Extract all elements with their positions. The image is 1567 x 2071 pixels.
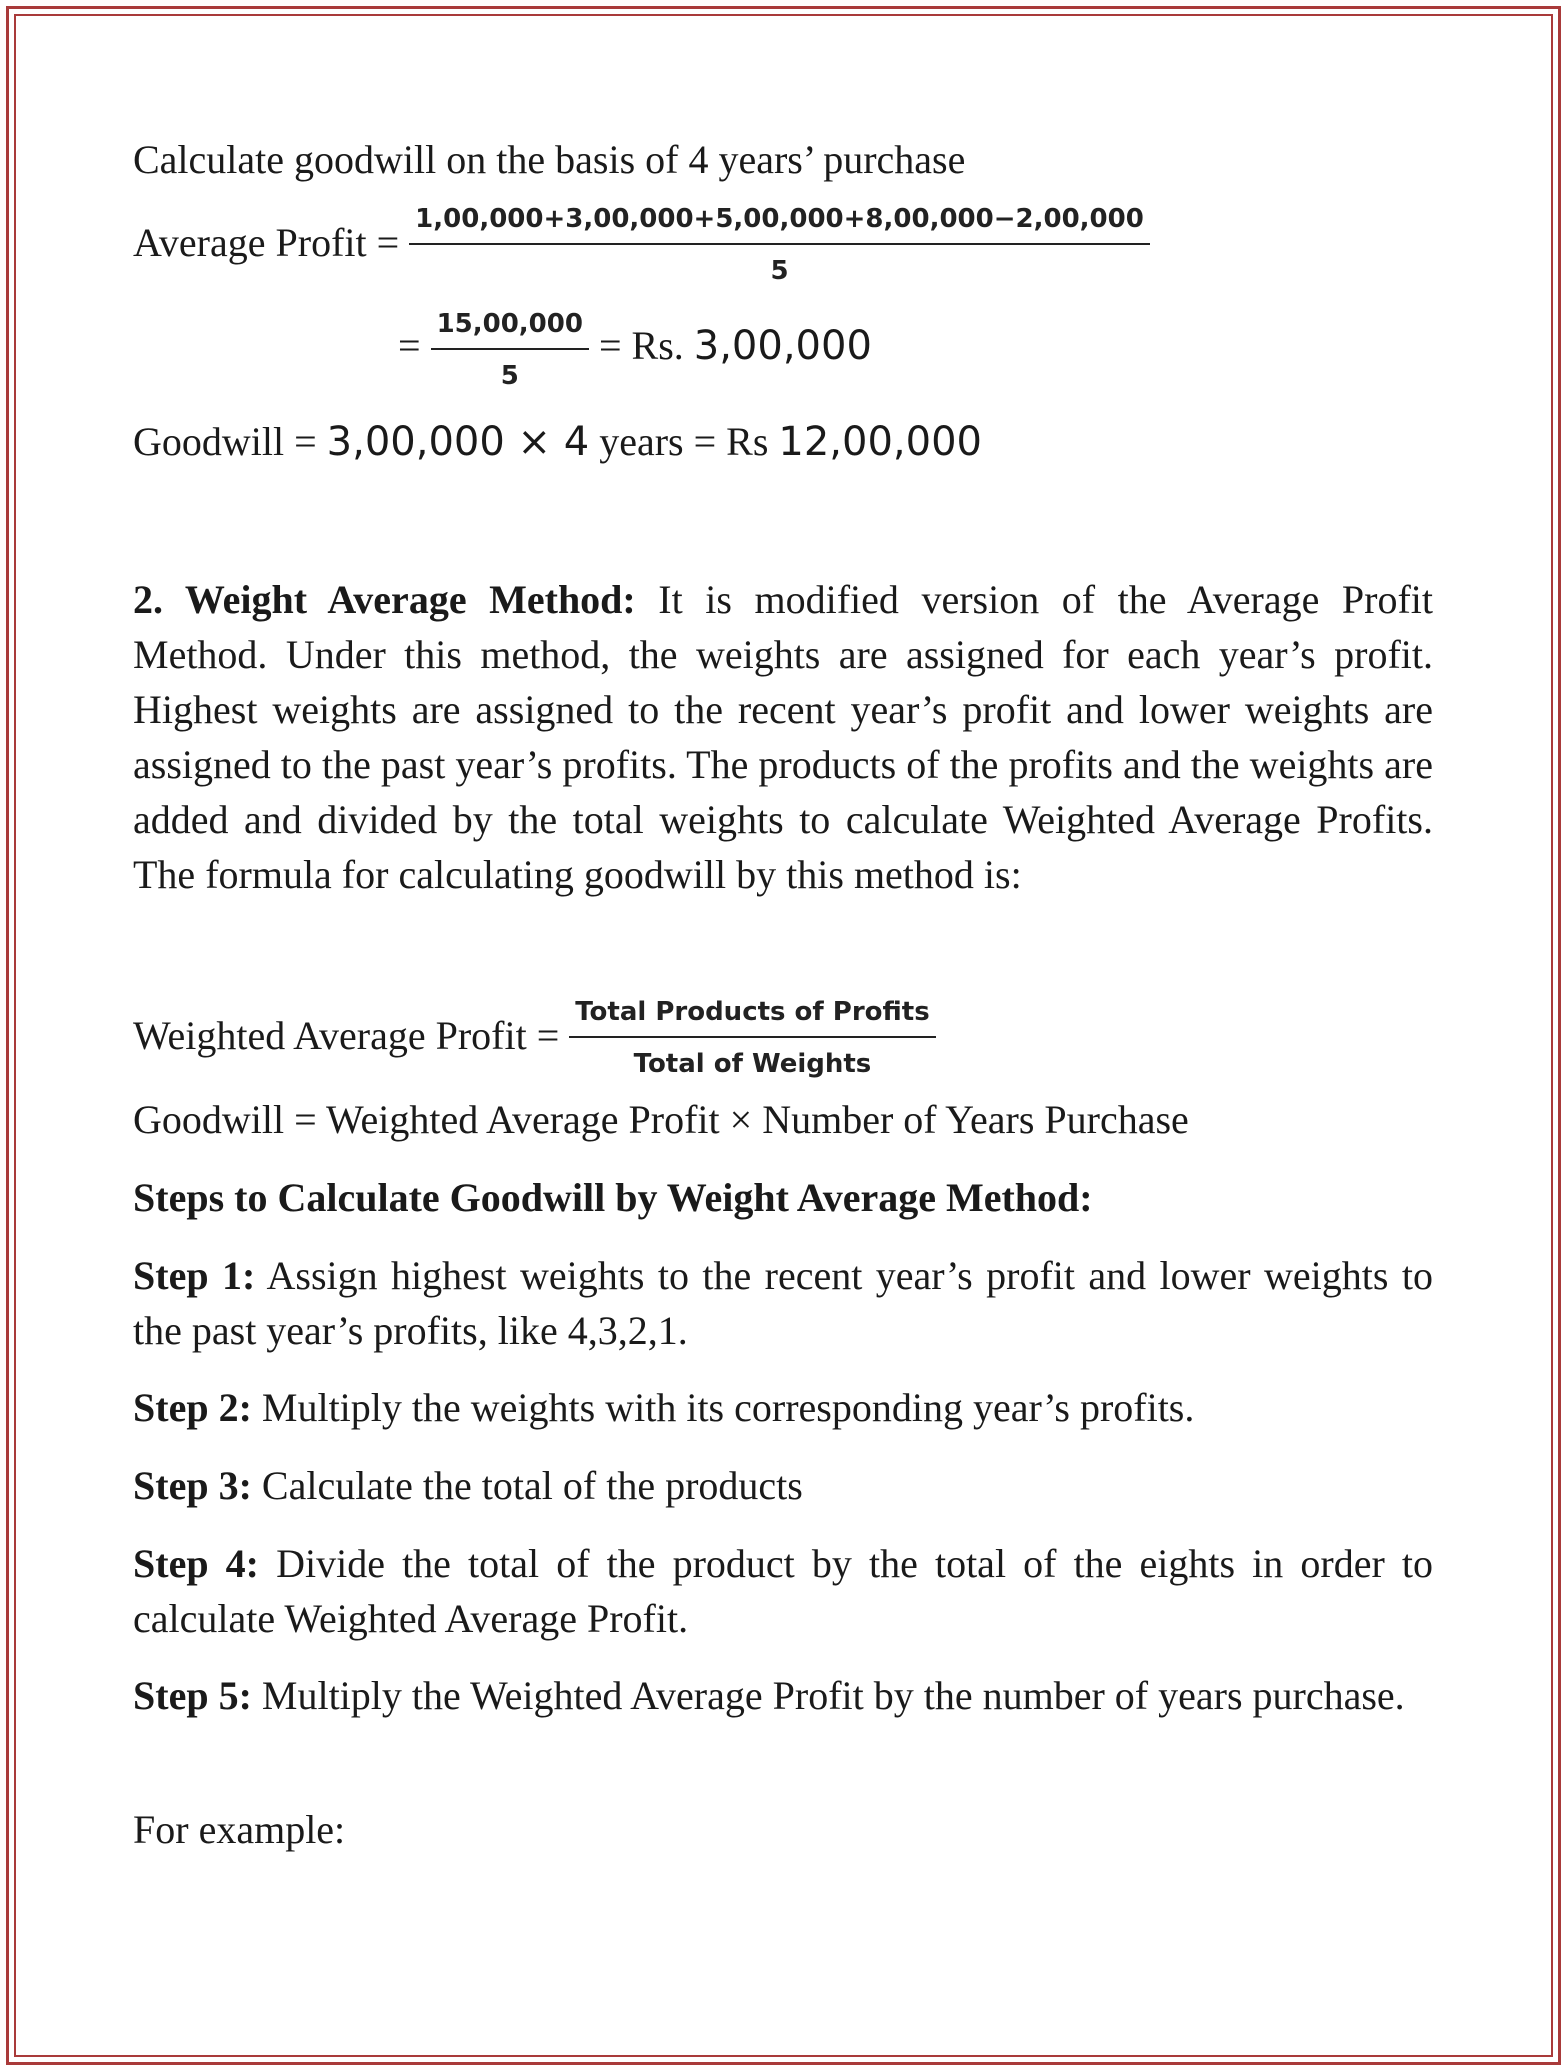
fraction-bar [409,243,1150,245]
step-label: Step 5: [133,1673,252,1718]
weighted-average-formula [133,998,936,1082]
step-text: Divide the total of the product by the total of the eights in order to calculate Weighted Average Profit. [133,1541,1433,1641]
average-profit-formula [133,205,1150,289]
weighted-average-label: Weighted Average Profit = [133,1013,560,1059]
step-label: Step 1: [133,1253,256,1298]
goodwill-mid: years = Rs [589,419,779,464]
sum-fraction [431,308,589,392]
result-prefix: = Rs. [598,323,694,369]
goodwill-expression: 3,00,000 × 4 [326,419,590,465]
fraction-bar [431,348,589,350]
step-1 [133,1248,1433,1358]
method-heading: 2. Weight Average Method: [133,577,636,622]
step-4 [133,1536,1433,1646]
step-text: Multiply the Weighted Average Profit by the number of years purchase. [251,1673,1405,1718]
goodwill-value: 12,00,000 [778,419,982,465]
fraction-numerator: 1,00,000+3,00,000+5,00,000+8,00,000−2,00,000 [415,204,1144,234]
goodwill-label: Goodwill = [133,419,327,464]
average-profit-result [398,308,872,392]
weighted-average-fraction [569,996,935,1080]
step-text: Calculate the total of the products [251,1463,803,1508]
step-label: Step 3: [133,1463,252,1508]
goodwill-formula: Goodwill = Weighted Average Profit × Number of Years Purchase [133,1097,1189,1142]
step-text: Multiply the weights with its corresponding year’s profits. [251,1385,1195,1430]
intro-line: Calculate goodwill on the basis of 4 years’ purchase [133,137,966,182]
fraction-bar [569,1036,935,1038]
method-paragraph [133,572,1433,902]
step-text: Assign highest weights to the recent year’s profit and lower weights to the past year’s profits, like 4,3,2,1. [133,1253,1433,1353]
steps-heading: Steps to Calculate Goodwill by Weight Average Method: [133,1175,1093,1220]
fraction-denominator: 5 [770,256,789,286]
fraction-denominator: 5 [500,361,519,391]
equals-sign: = [398,323,421,369]
step-5 [133,1668,1433,1723]
step-label: Step 4: [133,1541,259,1586]
fraction-numerator: Total Products of Profits [575,997,930,1027]
average-profit-fraction [409,203,1150,287]
fraction-denominator: Total of Weights [633,1049,872,1079]
step-3 [133,1462,803,1510]
goodwill-calculation [133,418,982,466]
step-2 [133,1384,1194,1432]
average-profit-label: Average Profit = [133,220,400,266]
method-text: It is modified version of the Average Profit Method. Under this method, the weights are assigned for each year’s profit. Highest weights are assigned to the recent year’s profit and lower weights are assigned to the past year’s profits. The products of the profits and the weights are added and divided by the total weights to calculate Weighted Average Profits. The formula for calculating goodwill by this method is: [133,577,1434,897]
fraction-numerator: 15,00,000 [436,309,583,339]
for-example: For example: [133,1807,346,1852]
step-label: Step 2: [133,1385,252,1430]
result-value: 3,00,000 [693,323,872,370]
